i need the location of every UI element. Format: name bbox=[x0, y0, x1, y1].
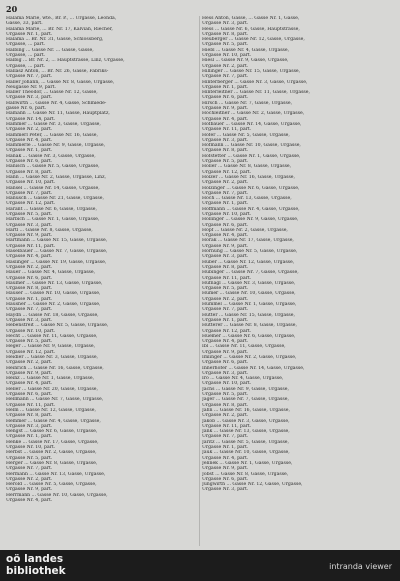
entry-line: Helm ... Gasse Nr. 12, Gasse, Urgasse, bbox=[6, 407, 96, 413]
entry-line: Ibl ... Gasse Nr. 11, Gasse, Urgasse, bbox=[202, 344, 286, 350]
entry-line: Hermann ... Gasse Nr. 13, Gasse, Urgasse, bbox=[6, 471, 106, 477]
entry-line: Halbing ... Gasse Nr. ... Gasse, Gasse, bbox=[6, 47, 94, 53]
entry-line: Urgasse Nr. 9, part. bbox=[6, 233, 53, 239]
entry-line: Halama Marie, ... Br. Nr. 17, Kalvian, Riecher, bbox=[6, 26, 113, 32]
entry-line: Urgasse Nr. 3, part. bbox=[6, 222, 53, 228]
entry-line: Urgasse Nr. 7, part. bbox=[6, 74, 53, 80]
entry-line: Urgasse Nr. 8, part. bbox=[6, 169, 53, 175]
entry-line: Urgasse Nr. 1, part. bbox=[202, 317, 249, 323]
entry-line: Urgasse Nr. 9, part. bbox=[202, 106, 249, 112]
entry-line: Huber ... Gasse Nr. 12, Gasse, Urgasse, bbox=[202, 259, 295, 265]
entry-line: Urgasse Nr. 6, part. bbox=[202, 360, 249, 366]
entry-line: Horak ... Gasse Nr. 17, Gasse, Urgasse, bbox=[202, 238, 294, 244]
entry-line: Urgasse Nr. 8, part. bbox=[6, 413, 53, 419]
entry-line: Hess Anton, Gasse, ... Gasse Nr. 1, Gasse, bbox=[202, 16, 300, 21]
entry-line: Heger ... Gasse Nr. 9, Gasse, Urgasse, bbox=[6, 344, 96, 350]
entry-line: Urgasse Nr. 7, part. bbox=[6, 307, 53, 313]
entry-line: Imlinger ... Gasse Nr. 2, Gasse, Urgasse, bbox=[202, 355, 297, 360]
entry-line: Halbig ... Br. Nr. 2, ... Hauptstrasse, Linz, Urgasse, bbox=[6, 58, 125, 64]
entry-line: Urgasse Nr. 7, part. bbox=[202, 307, 249, 313]
entry-line: Hammerl Peter, ... Gasse Nr. 16, Gasse, bbox=[6, 132, 98, 138]
entry-line: Hopf ... Gasse Nr. 2, Gasse, Urgasse, bbox=[202, 227, 288, 233]
entry-line: Hutterer ... Gasse Nr. 8, Gasse, Urgasse, bbox=[202, 323, 297, 329]
entry-line: Urgasse Nr. 10, part. bbox=[6, 445, 56, 451]
entry-line: Urgasse Nr. 9, part. bbox=[202, 243, 249, 249]
entry-line: Urgasse Nr. 6, part. bbox=[202, 222, 249, 228]
entry-line: Urgasse Nr. 3, part. bbox=[202, 370, 249, 376]
entry-line: Innerhofer ... Gasse Nr. 14, Gasse, Urgasse, bbox=[202, 365, 305, 371]
entry-line: Urgasse, ... part. bbox=[6, 63, 46, 69]
entry-line: Urgasse Nr. 4, part. bbox=[202, 233, 249, 239]
entry-line: Hutter ... Gasse Nr. 15, Gasse, Urgasse, bbox=[202, 312, 295, 318]
entry-line: Urgasse Nr. 12, part. bbox=[6, 349, 56, 355]
entry-line: Urgasse Nr. 2, part. bbox=[6, 360, 53, 366]
entry-line: Urgasse Nr. 12, part. bbox=[202, 169, 252, 175]
entry-line: Herrmann ... Gasse Nr. 10, Gasse, Urgasse, bbox=[6, 492, 108, 498]
entry-line: Urgasse Nr. 9, part. bbox=[6, 370, 53, 376]
entry-line: Urgasse Nr. 5, part. bbox=[6, 455, 53, 461]
entry-line: Urgasse Nr. 7, part. bbox=[202, 74, 249, 80]
entry-line: Urgasse Nr. 10, part. bbox=[202, 211, 252, 217]
entry-line: Neugasse Nr. 9, part. bbox=[6, 84, 56, 90]
entry-line: Urgasse Nr. 7, part. bbox=[6, 190, 53, 196]
entry-line: Urgasse Nr. 12, part. bbox=[202, 328, 252, 334]
entry-line: Jobst ... Gasse Nr. 8, Gasse, Urgasse, bbox=[202, 471, 289, 477]
entry-line: Halama ... Br. Nr. 31, Gasse, Schlossberg, bbox=[6, 37, 104, 43]
entry-line: Urgasse Nr. 4, part. bbox=[6, 498, 53, 504]
entry-line: Urgasse Nr. 2, part. bbox=[202, 296, 249, 302]
entry-line: Hummel ... Gasse Nr. 1, Gasse, Urgasse, bbox=[202, 302, 297, 308]
entry-line: Hallwirth ... Gasse Nr. 4, Gasse, Schmiede- bbox=[6, 100, 107, 106]
entry-line: Heller ... Gasse Nr. 20, Gasse, Urgasse, bbox=[6, 386, 98, 392]
entry-line: Hengst ... Gasse Nr. 6, Gasse, Urgasse, bbox=[6, 429, 98, 435]
entry-line: Urgasse Nr. 11, part. bbox=[202, 423, 252, 429]
entry-line: Urgasse Nr. 6, part. bbox=[202, 476, 249, 482]
entry-line: Hamann ... Gasse Nr. 11, Gasse, Hauptplatz, bbox=[6, 111, 110, 117]
entry-line: Hebenstreit ... Gasse Nr. 5, Gasse, Urgasse, bbox=[6, 323, 109, 329]
entry-line: Urgasse Nr. 11, part. bbox=[6, 402, 56, 408]
entry-line: Jahn ... Gasse Nr. 16, Gasse, Urgasse, bbox=[202, 407, 290, 413]
entry-line: Hallasz Anton, ... Br. Nr. 26, Gasse, Fabriks- bbox=[6, 68, 109, 74]
entry-line: Urgasse Nr. 10, part. bbox=[202, 381, 252, 387]
entry-line: Hauser ... Gasse Nr. 10, Gasse, Urgasse, bbox=[6, 291, 101, 297]
entry-line: Urgasse Nr. 3, part. bbox=[202, 254, 249, 260]
entry-line: Urgasse Nr. 5, part. bbox=[6, 211, 53, 217]
entry-line: Hanak ... Gasse Nr. 3, Gasse, Urgasse, bbox=[6, 153, 96, 159]
entry-line: Holzinger ... Gasse Nr. 6, Gasse, Urgasse, bbox=[202, 185, 300, 191]
entry-line: Hansel ... Gasse Nr. 14, Gasse, Urgasse, bbox=[6, 185, 100, 191]
entry-line: Urgasse Nr. 8, part. bbox=[202, 148, 249, 154]
entry-line: Urgasse Nr. 2, part. bbox=[202, 180, 249, 186]
viewer-label[interactable]: intranda viewer bbox=[329, 562, 392, 571]
entry-line: Harant ... Gasse Nr. 6, Gasse, Urgasse, bbox=[6, 206, 97, 212]
entry-line: Hausner ... Gasse Nr. 2, Gasse, Urgasse, bbox=[6, 302, 101, 308]
entry-line: Haslinger ... Gasse Nr. 19, Gasse, Urgasse, bbox=[6, 259, 107, 265]
entry-line: Hinterberger ... Gasse Nr. 3, Gasse, Urgasse, bbox=[202, 79, 308, 85]
entry-line: Heinz ... Gasse Nr. 1, Gasse, Urgasse, bbox=[6, 376, 95, 382]
entry-line: Urgasse Nr. 1, part. bbox=[202, 84, 249, 90]
entry-line: Hanisch ... Gasse Nr. 5, Gasse, Urgasse, bbox=[6, 164, 100, 170]
entry-line: Hoffmann ... Gasse Nr. 4, Gasse, Urgasse, bbox=[202, 206, 300, 212]
entry-line: Heidler ... Gasse Nr. 3, Gasse, Urgasse, bbox=[6, 355, 98, 360]
entry-line: Urgasse Nr. 1, part. bbox=[202, 201, 249, 207]
entry-line: Jäger ... Gasse Nr. 7, Gasse, Urgasse, bbox=[202, 397, 289, 403]
entry-line: Heuberger ... Gasse Nr. 12, Gasse, Urgasse, bbox=[202, 37, 305, 43]
entry-line: Hartmann ... Gasse Nr. 15, Gasse, Urgasse, bbox=[6, 238, 108, 244]
entry-line: Urgasse Nr. 1, part. bbox=[6, 31, 53, 37]
entry-line: Hiesl ... Gasse Nr. 9, Gasse, Urgasse, bbox=[202, 58, 289, 64]
entry-line: Holzer ... Gasse Nr. 16, Gasse, Urgasse, bbox=[202, 174, 295, 180]
entry-line: Jakob ... Gasse Nr. 3, Gasse, Urgasse, bbox=[202, 418, 290, 424]
entry-line: Halama Marie, wte., Br. P., ... Urgasse, Leonda, bbox=[6, 16, 117, 21]
entry-line: Hanusch ... Gasse Nr. 21, Gasse, Urgasse, bbox=[6, 196, 104, 202]
entry-line: Jank ... Gasse Nr. 13, Gasse, Urgasse, bbox=[202, 429, 290, 435]
entry-line: Hann ... Gasse Nr. 2, Gasse, Urgasse, Linz, bbox=[6, 174, 106, 180]
entry-line: Urgasse Nr. 2, part. bbox=[6, 476, 53, 482]
library-logo[interactable] bbox=[6, 553, 66, 577]
entry-line: Huemer ... Gasse Nr. 6, Gasse, Urgasse, bbox=[202, 333, 296, 339]
entry-line: Henke ... Gasse Nr. 17, Gasse, Urgasse, bbox=[6, 439, 99, 445]
entry-line: Urgasse Nr. 14, part. bbox=[6, 116, 56, 122]
entry-line: Urgasse Nr. 3, part. bbox=[202, 21, 249, 27]
entry-line: Urgasse Nr. 8, part. bbox=[202, 402, 249, 408]
entry-line: Hammer ... Gasse Nr. 3, Gasse, Urgasse, bbox=[6, 121, 101, 127]
entry-line: Urgasse Nr. 5, part. bbox=[6, 339, 53, 345]
entry-line: Hollinger ... Gasse Nr. 9, Gasse, Urgasse, bbox=[202, 217, 299, 223]
entry-line: Urgasse Nr. 2, part. bbox=[6, 264, 53, 270]
entry-line: Urgasse, ... part. bbox=[6, 42, 46, 48]
entry-line: Jelinek ... Gasse Nr. 1, Gasse, Urgasse, bbox=[202, 460, 293, 466]
entry-line: Urgasse Nr. 8, part. bbox=[202, 264, 249, 270]
entry-line: Urgasse Nr. 4, part. bbox=[202, 339, 249, 345]
entry-line: Herger ... Gasse Nr. 8, Gasse, Urgasse, bbox=[6, 460, 98, 466]
entry-line: Hess ... Gasse Nr. 6, Gasse, Hauptstrasse, bbox=[202, 26, 300, 32]
entry-line: Urgasse Nr. 1, part. bbox=[6, 434, 53, 440]
entry-line: Hofbauer ... Gasse Nr. 14, Gasse, Urgasse, bbox=[202, 121, 302, 127]
logo-line-1: oö landes bbox=[6, 553, 64, 565]
entry-line: Jauk ... Gasse Nr. 10, Gasse, Urgasse, bbox=[202, 450, 290, 456]
entry-line: Haller Theodor, ... Gasse Nr. 12, Gasse, bbox=[6, 90, 98, 96]
entry-line: Hillinger ... Gasse Nr. 15, Gasse, Urgasse, bbox=[202, 68, 301, 74]
entry-line: Jaritz ... Gasse Nr. 5, Gasse, Urgasse, bbox=[202, 439, 289, 445]
entry-line: Urgasse Nr. 3, part. bbox=[6, 423, 53, 429]
entry-line: Urgasse Nr. 2, part. bbox=[202, 63, 249, 69]
entry-line: Hartl ... Gasse Nr. 8, Gasse, Urgasse, bbox=[6, 227, 93, 233]
entry-line: Urgasse Nr. 2, part. bbox=[6, 127, 53, 133]
entry-line: Urgasse Nr. 6, part. bbox=[202, 95, 249, 101]
column-divider bbox=[199, 16, 200, 546]
entry-line: Hoch ... Gasse Nr. 13, Gasse, Urgasse, bbox=[202, 196, 292, 202]
entry-line: Urgasse Nr. 2, part. bbox=[202, 413, 249, 419]
left-column bbox=[6, 16, 194, 503]
entry-line: gasse Nr. 6, part. bbox=[6, 106, 47, 112]
entry-line: Haydn ... Gasse Nr. 18, Gasse, Urgasse, bbox=[6, 312, 99, 318]
entry-line: Holler ... Gasse Nr. 8, Gasse, Urgasse, bbox=[202, 164, 292, 170]
entry-line: Hirsch ... Gasse Nr. 7, Gasse, Urgasse, bbox=[202, 100, 293, 106]
entry-line: Urgasse Nr. 11, part. bbox=[202, 275, 252, 281]
entry-line: Urgasse Nr. 1, part. bbox=[6, 148, 53, 154]
entry-line: Urgasse Nr. 3, part. bbox=[6, 95, 53, 101]
entry-line: Urgasse Nr. 12, part. bbox=[6, 201, 56, 207]
viewer-footer bbox=[0, 550, 400, 581]
entry-line: Urgasse Nr. 10, part. bbox=[202, 53, 252, 59]
entry-line: Hellmann ... Gasse Nr. 7, Gasse, Urgasse, bbox=[6, 397, 104, 403]
entry-line: Hammerle ... Gasse Nr. 9, Gasse, Urgasse, bbox=[6, 143, 106, 149]
entry-line: Urgasse Nr. 4, part. bbox=[6, 137, 53, 143]
entry-line: Urgasse Nr. 6, part. bbox=[6, 275, 53, 281]
entry-line: Urgasse Nr. 1, part. bbox=[202, 445, 249, 451]
page-number: 20 bbox=[6, 4, 18, 14]
entry-line: Hinterleitner ... Gasse Nr. 11, Gasse, Urgasse, bbox=[202, 90, 310, 96]
entry-line: Heinrich ... Gasse Nr. 16, Gasse, Urgasse, bbox=[6, 365, 104, 371]
entry-line: Hofstetter ... Gasse Nr. 1, Gasse, Urgasse, bbox=[202, 153, 301, 159]
entry-line: Humer ... Gasse Nr. 10, Gasse, Urgasse, bbox=[202, 291, 296, 297]
entry-line: Urgasse Nr. 4, part. bbox=[6, 254, 53, 260]
entry-line: Urgasse Nr. 7, part. bbox=[6, 466, 53, 472]
entry-line: Haller Johann, ... Gasse Nr. 8, Gasse, Urgasse, bbox=[6, 79, 115, 85]
entry-line: Urgasse Nr. 3, part. bbox=[6, 317, 53, 323]
entry-line: Herold ... Gasse Nr. 5, Gasse, Urgasse, bbox=[6, 482, 97, 488]
entry-line: Herbst ... Gasse Nr. 2, Gasse, Urgasse, bbox=[6, 450, 97, 456]
logo-line-2: bibliothek bbox=[6, 565, 66, 577]
entry-line: Haumer ... Gasse Nr. 13, Gasse, Urgasse, bbox=[6, 280, 103, 286]
entry-line: Urgasse Nr. 7, part. bbox=[202, 434, 249, 440]
entry-line: Jachs ... Gasse Nr. 9, Gasse, Urgasse, bbox=[202, 386, 289, 392]
entry-line: Urgasse, ... part. bbox=[6, 53, 46, 59]
entry-line: Iro ... Gasse Nr. 4, Gasse, Urgasse, bbox=[202, 376, 284, 382]
entry-line: Urgasse Nr. 5, part. bbox=[202, 159, 249, 165]
entry-line: Urgasse Nr. 3, part. bbox=[202, 137, 249, 143]
entry-line: Hufnagl ... Gasse Nr. 3, Gasse, Urgasse, bbox=[202, 280, 296, 286]
entry-line: Urgasse Nr. 3, part. bbox=[202, 487, 249, 493]
entry-line: Urgasse Nr. 4, part. bbox=[6, 381, 53, 387]
entry-line: Urgasse Nr. 7, part. bbox=[202, 190, 249, 196]
entry-line: Urgasse Nr. 9, part. bbox=[6, 487, 53, 493]
entry-line: Hemmer ... Gasse Nr. 4, Gasse, Urgasse, bbox=[6, 418, 101, 424]
entry-line: Urgasse Nr. 9, part. bbox=[202, 349, 249, 355]
entry-line: Urgasse Nr. 6, part. bbox=[6, 392, 53, 398]
entry-line: Urgasse Nr. 4, part. bbox=[202, 116, 249, 122]
entry-line: Hauer ... Gasse Nr. 4, Gasse, Urgasse, bbox=[6, 270, 96, 276]
right-column bbox=[202, 16, 390, 493]
entry-line: Urgasse Nr. 8, part. bbox=[6, 286, 53, 292]
entry-line: Urgasse Nr. 8, part. bbox=[202, 31, 249, 37]
entry-line: Urgasse Nr. 1, part. bbox=[6, 296, 53, 302]
entry-line: Urgasse Nr. 11, part. bbox=[202, 127, 252, 133]
entry-line: Urgasse Nr. 9, part. bbox=[202, 466, 249, 472]
entry-line: Jungwirth ... Gasse Nr. 12, Gasse, Urgasse, bbox=[202, 482, 303, 488]
entry-line: Hubinger ... Gasse Nr. 7, Gasse, Urgasse, bbox=[202, 270, 299, 276]
entry-line: Haselbauer ... Gasse Nr. 7, Gasse, Urgasse, bbox=[6, 249, 108, 255]
entry-line: Hofer ... Gasse Nr. 5, Gasse, Urgasse, bbox=[202, 132, 290, 138]
entry-line: Urgasse Nr. 5, part. bbox=[202, 392, 249, 398]
entry-line: Urgasse Nr. 5, part. bbox=[202, 42, 249, 48]
entry-line: Urgasse Nr. 6, part. bbox=[6, 159, 53, 165]
entry-line: Urgasse Nr. 11, part. bbox=[6, 243, 56, 249]
entry-line: Hofmann ... Gasse Nr. 10, Gasse, Urgasse, bbox=[202, 143, 301, 149]
entry-line: Urgasse Nr. 10, part. bbox=[6, 180, 56, 186]
entry-line: Urgasse Nr. 4, part. bbox=[202, 455, 249, 461]
entry-line: Hecht ... Gasse Nr. 11, Gasse, Urgasse, bbox=[6, 333, 98, 339]
entry-line: Urgasse Nr. 10, part. bbox=[6, 328, 56, 334]
entry-line: Hornung ... Gasse Nr. 5, Gasse, Urgasse, bbox=[202, 249, 298, 255]
entry-line: Harbich ... Gasse Nr. 1, Gasse, Urgasse, bbox=[6, 217, 100, 223]
entry-line: Gasse, 33, part. bbox=[6, 21, 43, 27]
entry-line: Hiebl ... Gasse Nr. 4, Gasse, Urgasse, bbox=[202, 47, 290, 53]
entry-line: Urgasse Nr. 5, part. bbox=[202, 286, 249, 292]
entry-line: Hochleitner ... Gasse Nr. 2, Gasse, Urgasse, bbox=[202, 111, 305, 117]
